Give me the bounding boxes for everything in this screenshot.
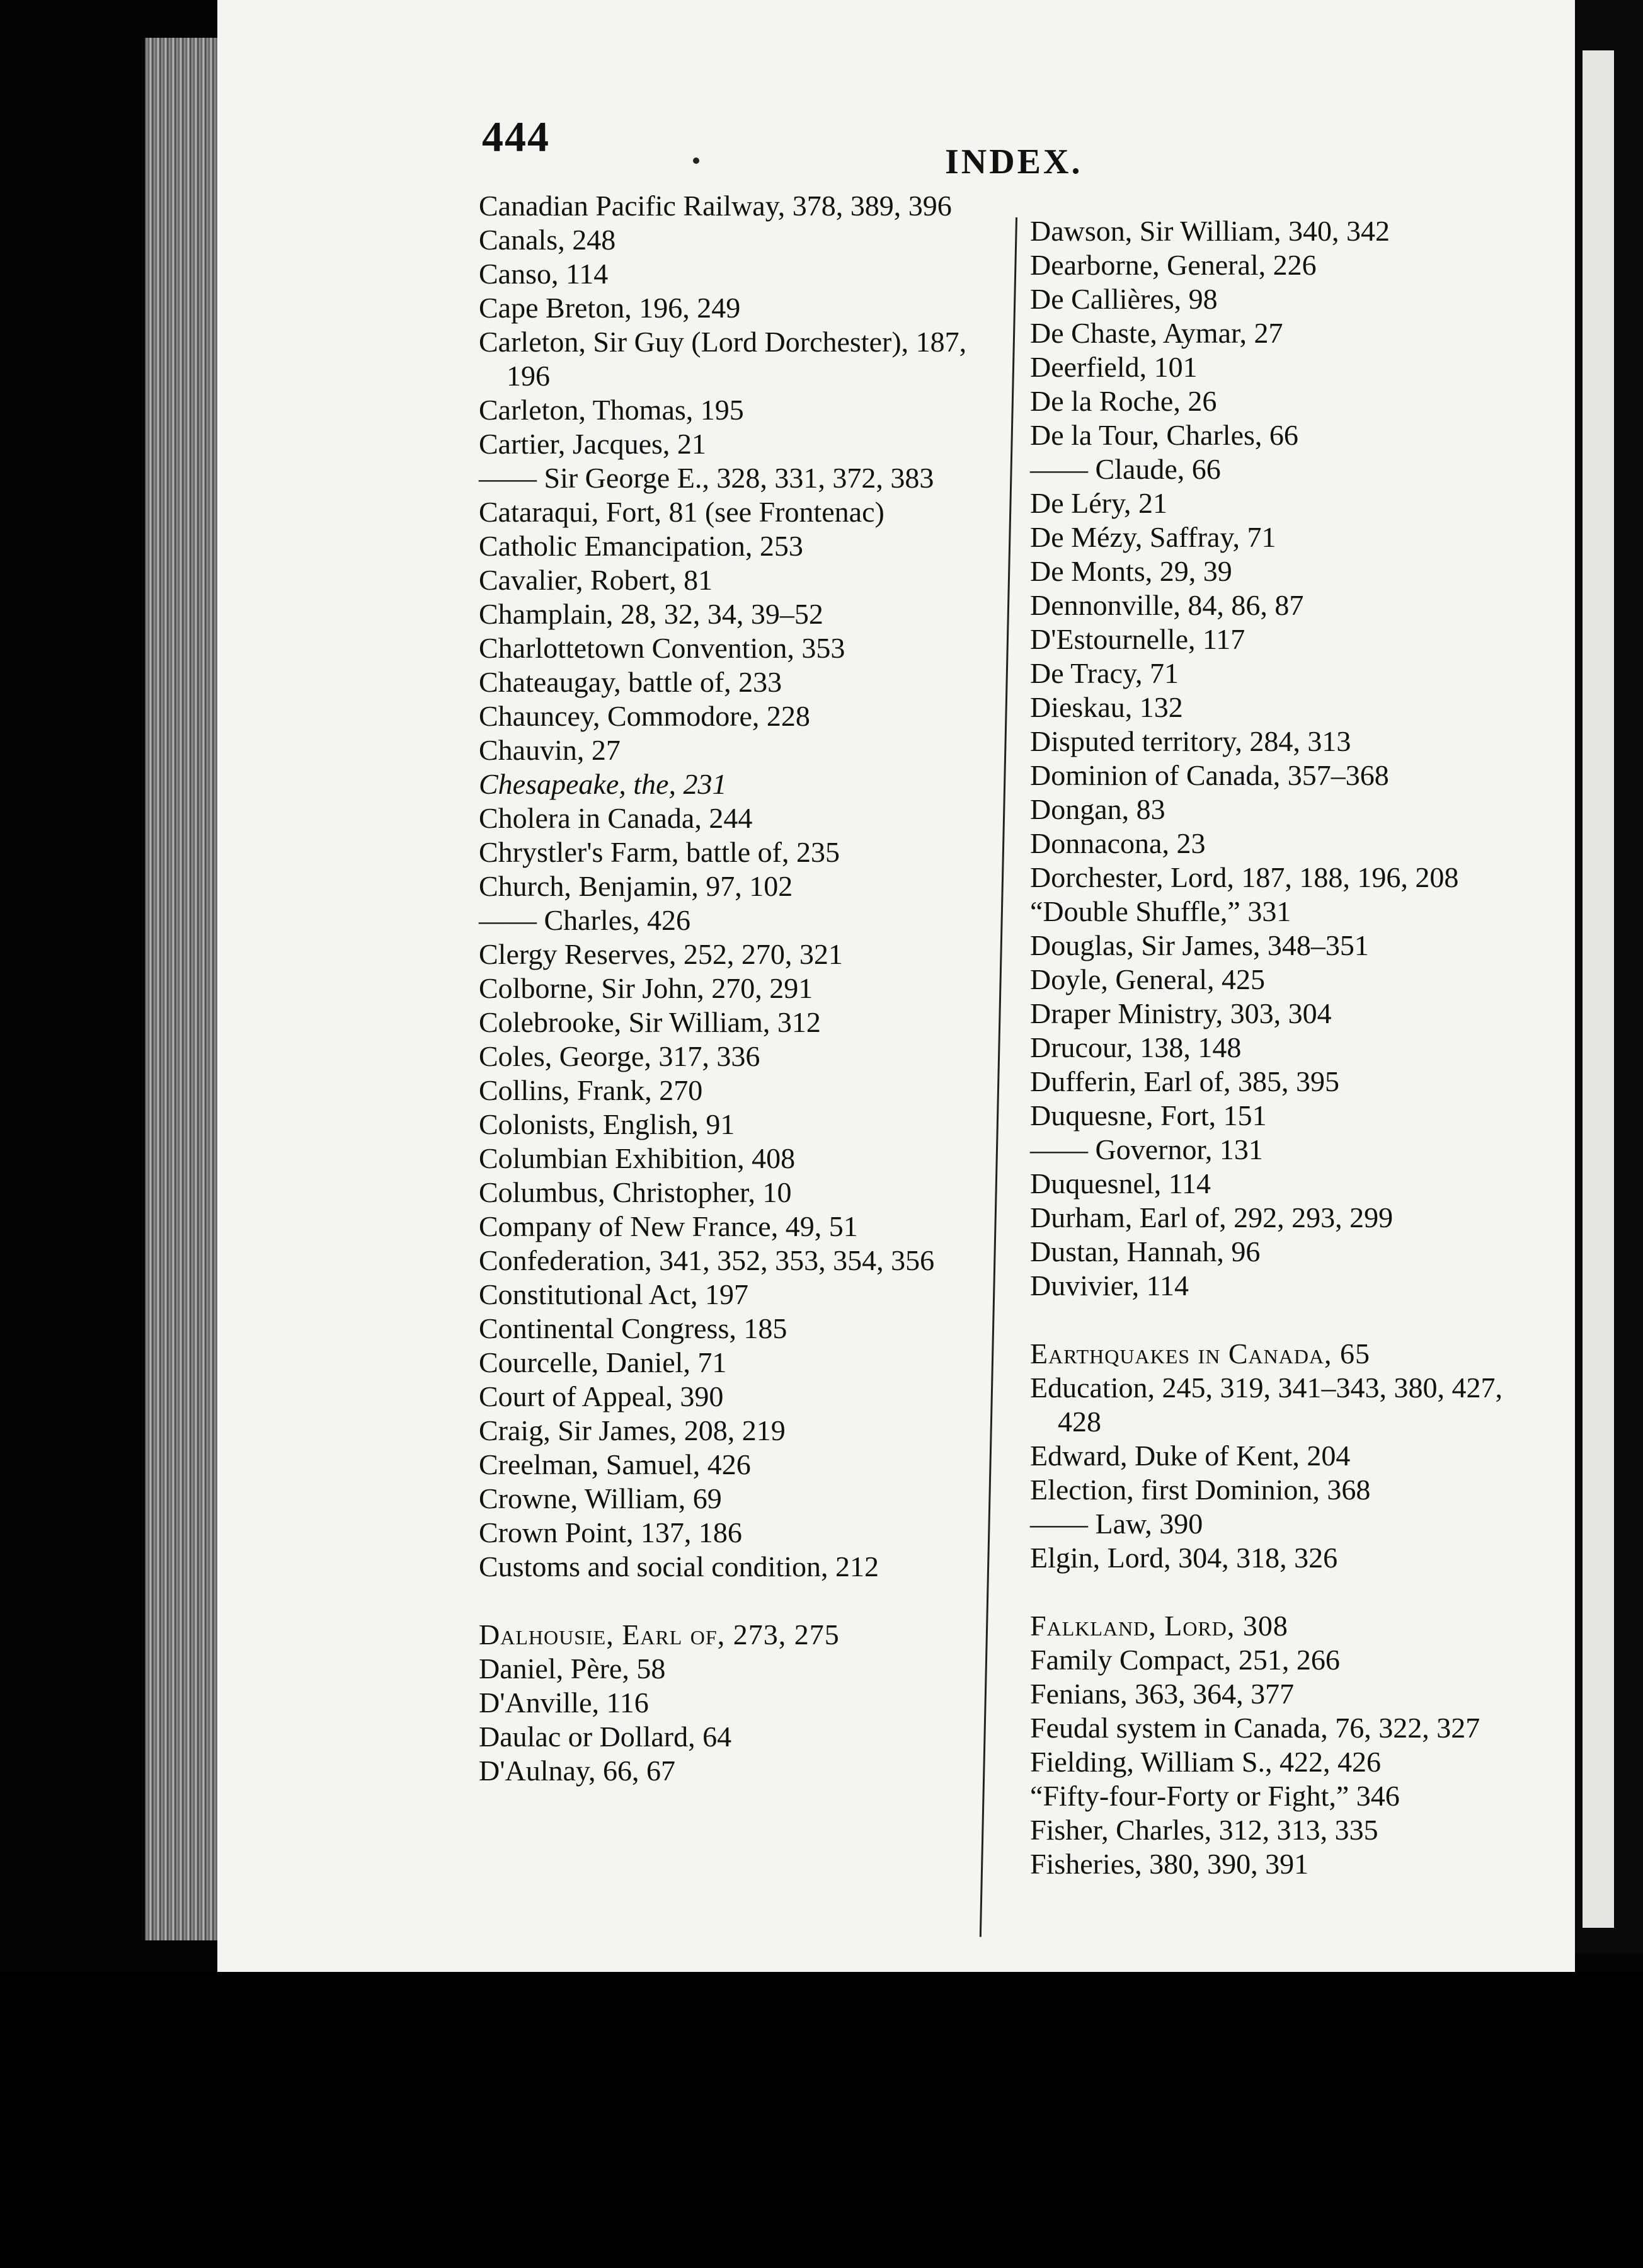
index-entry: Champlain, 28, 32, 34, 39–52 [479, 598, 823, 630]
index-entry: Election, first Dominion, 368 [1030, 1474, 1371, 1506]
index-entry: De Mézy, Saffray, 71 [1030, 521, 1276, 553]
index-entry: Draper Ministry, 303, 304 [1030, 997, 1332, 1029]
index-entry: Cape Breton, 196, 249 [479, 292, 741, 324]
index-entry: Court of Appeal, 390 [479, 1380, 724, 1412]
index-entry: Daulac or Dollard, 64 [479, 1721, 732, 1753]
book-page-edges [145, 38, 220, 1940]
index-entry: Chateaugay, battle of, 233 [479, 666, 782, 698]
index-entry: —— Sir George E., 328, 331, 372, 383 [479, 462, 934, 494]
index-entry: De Callières, 98 [1030, 283, 1218, 315]
index-entry: Coles, George, 317, 336 [479, 1040, 760, 1072]
index-entry: Chrystler's Farm, battle of, 235 [479, 836, 840, 868]
index-entry: Charlottetown Convention, 353 [479, 632, 845, 664]
index-entry: Confederation, 341, 352, 353, 354, 356 [479, 1244, 935, 1276]
index-entry: Dorchester, Lord, 187, 188, 196, 208 [1030, 861, 1459, 893]
index-entry: Courcelle, Daniel, 71 [479, 1346, 727, 1378]
index-entry: D'Estournelle, 117 [1030, 623, 1245, 655]
index-entry: Fielding, William S., 422, 426 [1030, 1746, 1381, 1778]
index-entry: Fenians, 363, 364, 377 [1030, 1678, 1295, 1710]
index-entry: D'Anville, 116 [479, 1687, 649, 1719]
index-entry: Church, Benjamin, 97, 102 [479, 870, 793, 902]
section-gap [1030, 1575, 1553, 1609]
index-entry: Customs and social condition, 212 [479, 1550, 879, 1583]
page-number: 444 [482, 113, 550, 161]
index-entry: Dawson, Sir William, 340, 342 [1030, 215, 1390, 247]
index-entry: Falkland, Lord, 308 [1030, 1610, 1288, 1642]
index-entry: Craig, Sir James, 208, 219 [479, 1414, 786, 1446]
index-entry: Duquesnel, 114 [1030, 1167, 1211, 1200]
index-entry: Dustan, Hannah, 96 [1030, 1235, 1261, 1268]
index-entry: Education, 245, 319, 341–343, 380, 427, 428 [1030, 1372, 1503, 1438]
index-column-left [479, 189, 995, 1788]
index-entry: Drucour, 138, 148 [1030, 1031, 1242, 1063]
index-entry: Colonists, English, 91 [479, 1108, 735, 1140]
index-entry: De Léry, 21 [1030, 487, 1167, 519]
index-entry: Clergy Reserves, 252, 270, 321 [479, 938, 843, 970]
index-entry: Elgin, Lord, 304, 318, 326 [1030, 1542, 1338, 1574]
index-entry: Cholera in Canada, 244 [479, 802, 753, 834]
index-entry: Chauvin, 27 [479, 734, 621, 766]
index-entry: —— Charles, 426 [479, 904, 691, 936]
index-entry: Earthquakes in Canada, 65 [1030, 1337, 1371, 1370]
index-entry: Colborne, Sir John, 270, 291 [479, 972, 813, 1004]
index-entry: Fisheries, 380, 390, 391 [1030, 1848, 1309, 1880]
index-entry: Carleton, Sir Guy (Lord Dorchester), 187, 196 [479, 326, 967, 392]
section-gap [479, 1584, 995, 1618]
index-entry: Columbian Exhibition, 408 [479, 1142, 796, 1174]
index-entry: Constitutional Act, 197 [479, 1278, 749, 1310]
section-gap [1030, 1303, 1553, 1337]
index-entry: Dearborne, General, 226 [1030, 249, 1317, 281]
index-entry: Donnacona, 23 [1030, 827, 1206, 859]
index-entry: Creelman, Samuel, 426 [479, 1448, 751, 1480]
index-entry: —— Law, 390 [1030, 1508, 1203, 1540]
index-entry: De Chaste, Aymar, 27 [1030, 317, 1283, 349]
index-entry: Feudal system in Canada, 76, 322, 327 [1030, 1712, 1480, 1744]
index-entry: Colebrooke, Sir William, 312 [479, 1006, 821, 1038]
index-entry: Cavalier, Robert, 81 [479, 564, 713, 596]
index-entry: Family Compact, 251, 266 [1030, 1644, 1340, 1676]
index-entry: Cartier, Jacques, 21 [479, 428, 706, 460]
index-entry: Catholic Emancipation, 253 [479, 530, 803, 562]
scan-background [0, 1972, 1643, 2268]
index-entry: Canadian Pacific Railway, 378, 389, 396 [479, 190, 952, 222]
index-entry: Dennonville, 84, 86, 87 [1030, 589, 1304, 621]
index-entry: Columbus, Christopher, 10 [479, 1176, 792, 1208]
index-entry: “Double Shuffle,” 331 [1030, 895, 1291, 927]
index-entry: “Fifty-four-Forty or Fight,” 346 [1030, 1780, 1400, 1812]
index-entry: Dieskau, 132 [1030, 691, 1183, 723]
index-entry: Fisher, Charles, 312, 313, 335 [1030, 1814, 1378, 1846]
index-entry: Crown Point, 137, 186 [479, 1516, 742, 1549]
index-entry: Dalhousie, Earl of, 273, 275 [479, 1618, 840, 1651]
index-entry: Daniel, Père, 58 [479, 1652, 666, 1685]
index-entry: Company of New France, 49, 51 [479, 1210, 858, 1242]
index-entry: Continental Congress, 185 [479, 1312, 787, 1344]
index-entry: Deerfield, 101 [1030, 351, 1198, 383]
index-entry: Carleton, Thomas, 195 [479, 394, 744, 426]
index-entry: Dufferin, Earl of, 385, 395 [1030, 1065, 1339, 1097]
index-entry: De Monts, 29, 39 [1030, 555, 1232, 587]
index-entry: Douglas, Sir James, 348–351 [1030, 929, 1369, 961]
facing-page-strip [1583, 50, 1614, 1928]
index-entry: Crowne, William, 69 [479, 1482, 722, 1515]
index-entry: —— Claude, 66 [1030, 453, 1221, 485]
running-head: INDEX. [945, 142, 1083, 181]
index-entry: Edward, Duke of Kent, 204 [1030, 1440, 1351, 1472]
index-entry: Chesapeake, the, 231 [479, 768, 727, 800]
index-entry: De la Tour, Charles, 66 [1030, 419, 1298, 451]
index-entry: Cataraqui, Fort, 81 (see Frontenac) [479, 496, 884, 528]
index-entry: Doyle, General, 425 [1030, 963, 1265, 995]
index-entry: De Tracy, 71 [1030, 657, 1179, 689]
index-entry: Canals, 248 [479, 224, 616, 256]
index-entry: Collins, Frank, 270 [479, 1074, 703, 1106]
index-entry: —— Governor, 131 [1030, 1133, 1263, 1166]
index-entry: Duquesne, Fort, 151 [1030, 1099, 1267, 1131]
index-entry: Canso, 114 [479, 258, 609, 290]
index-entry: Duvivier, 114 [1030, 1269, 1189, 1302]
index-entry: Dominion of Canada, 357–368 [1030, 759, 1389, 791]
index-entry: Durham, Earl of, 292, 293, 299 [1030, 1201, 1394, 1234]
index-entry: Disputed territory, 284, 313 [1030, 725, 1351, 757]
index-entry: De la Roche, 26 [1030, 385, 1217, 417]
index-column-right [1030, 214, 1553, 1881]
index-entry: Chauncey, Commodore, 228 [479, 700, 810, 732]
index-entry: D'Aulnay, 66, 67 [479, 1755, 675, 1787]
header-dot [693, 158, 699, 164]
index-entry: Dongan, 83 [1030, 793, 1165, 825]
